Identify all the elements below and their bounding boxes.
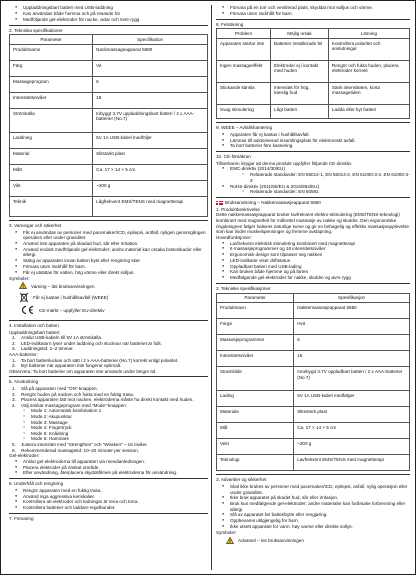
table-row	[217, 83, 410, 105]
table-row	[217, 391, 410, 407]
intro-section	[9, 4, 208, 26]
spec-section-no	[216, 284, 410, 475]
table-cell: Strømkilde	[217, 367, 294, 391]
table-cell: 5V 1A USB-kabel medföljer	[93, 132, 208, 148]
list-item: 6. Rekommenderad massagetid: 10–20 minuter per session.	[12, 447, 139, 453]
symbol-row	[19, 292, 208, 305]
list-item: ● Skal ikke brukes av personer med pacemaker/ICD, epilepsi, anfall, nylig operasjon eller under graviditet.	[230, 484, 410, 495]
table-row	[10, 164, 208, 180]
table-cell: 16	[294, 351, 410, 367]
table-cell: Materiale	[217, 407, 294, 423]
table-row	[217, 351, 410, 367]
weee-section	[216, 123, 410, 152]
table-cell: Ca. 17 × 14 × 5 cm	[93, 164, 208, 180]
table-row	[10, 76, 208, 92]
list-item: ● Ikke utsett apparatet for vann, høy varme eller direkte sollys.	[230, 524, 410, 530]
table-row	[217, 407, 410, 423]
list-item: ● Stäng av apparaten innan batteri byts eller rengöring sker.	[23, 258, 208, 264]
sub-list-item: ○ Relaterade standarder: EN 55014-1, EN 55014-2, EN 61000-3-2, EN 61000-3-3	[250, 172, 410, 183]
list-item: ● Placera elektroder på önskat område.	[23, 465, 208, 471]
table-cell: Inbyggt 3.7V uppladdningsbart batteri / 2 x AAA-batterier (No.7)	[93, 108, 208, 132]
table-cell: Nakkemassasjeapparat 5880	[294, 303, 410, 319]
table-cell: Lågt batteri	[271, 105, 329, 119]
list-item: ● Får ej utsättas för vatten, hög värme eller direkt solljus.	[23, 270, 208, 276]
list-item: ● Använd inga aggressiva kemikalier.	[23, 494, 208, 500]
warnings-section-no	[216, 475, 410, 548]
table-row	[217, 61, 410, 83]
section-title: 3. Advarsler og sikkerhet	[216, 477, 267, 483]
table-cell: Teknologi	[217, 455, 294, 471]
mode-item: ○ Mode 4: Fingertryck	[31, 425, 208, 431]
mode-item: ○ Mode 2: Akupunktur	[31, 414, 208, 420]
table-row	[10, 60, 208, 76]
warning-triangle-icon	[19, 282, 27, 291]
install-section-se	[9, 321, 208, 377]
table-cell: Intensitetsnivåer	[10, 92, 93, 108]
table-cell: Sänk intensiteten, korta massagetiden	[328, 83, 409, 105]
section-title: 10. CE-försäkran	[216, 154, 251, 160]
table-cell: Lading	[217, 391, 294, 407]
list-item: ● LED-indikator viser driftstatus	[230, 258, 410, 264]
table-cell: 16	[93, 92, 208, 108]
list-item: ● Kontrollera batterier och laddare regelbundet.	[23, 505, 208, 511]
sub-label: AAA-batterier:	[9, 352, 38, 358]
manual-heading: Bruksanvisning – Nakkemassasjeapparat 5880	[216, 200, 410, 206]
list-item: ● Ergonomisk design som tilpasser seg nakken	[230, 252, 410, 258]
table-header: Parameter	[217, 293, 294, 303]
section-title: 8. Felsökning	[216, 21, 244, 27]
table-row	[10, 180, 208, 196]
table-header: Problem	[217, 29, 271, 39]
table-cell: ~200 g	[294, 439, 410, 455]
symbol-label: Advarsel – les bruksanvisningen	[238, 538, 304, 544]
spec-table-no	[216, 293, 410, 472]
symbol-label: CE-märkt – uppfyller EU-direktiv	[39, 308, 105, 314]
sub-label: Uppladdningsbart batteri:	[9, 329, 61, 335]
table-cell: Nackmassageapparat 5880	[93, 44, 208, 60]
table-cell: Slitesterk plast	[294, 407, 410, 423]
list-item: ● Kontrollera att elektroder och ledningar är rena och torra.	[23, 499, 208, 505]
list-item: ● Använd endast medföljande gel-elektroder; andra material kan orsaka brännskador eller allergi.	[23, 247, 208, 258]
section-title: 1. Produktbeskrivelse	[216, 206, 260, 212]
table-cell: Produktnamn	[10, 44, 93, 60]
list-item: ● Efter användning, återplacera skyddsfilmen på elektroderna för användning.	[23, 470, 208, 476]
table-row	[217, 319, 410, 335]
list-item: 4. Välj önskat massageprogram med “Mode”-knappen:	[12, 402, 127, 408]
section-title: 3. Varningar och säkerhet	[9, 222, 62, 228]
table-cell: Stickande känsla	[217, 83, 271, 105]
table-cell: Rengör och fukta huden, placera elektroder korrekt	[328, 61, 409, 83]
table-cell: Laddning	[10, 132, 93, 148]
table-row	[10, 44, 208, 60]
mode-item: ○ Mode 3: Massage	[31, 420, 208, 426]
mode-item: ○ Mode 1: Automatisk kombination 1	[31, 408, 208, 414]
table-cell: Material	[10, 148, 93, 164]
list-item: ● Ikke bruk apparatet på skadet hud, sår eller irritasjon.	[230, 495, 410, 501]
list-item: ● Anslut gel-elektroderna till apparaten via mendianledningen.	[23, 459, 208, 465]
list-item: ● Medfølgende gel-elektroder for nakke, skuldre og øvre rygg	[230, 275, 410, 281]
list-item: 2. Byt batterier när apparaten inte fungerar optimalt.	[12, 363, 122, 369]
list-item: ● Lavfrekvent elektrisk stimulering kombinert med magnetterapi	[230, 241, 410, 247]
table-cell: Produktnavn	[217, 303, 294, 319]
table-cell: 6	[294, 335, 410, 351]
symbol-label: Varning – läs bruksanvisningen	[31, 283, 95, 289]
table-row	[10, 148, 208, 164]
list-item: ● Bruk kun medfølgende gel-elektroder; andre materialer kan forårsake forbrenning eller allergi.	[230, 501, 410, 512]
table-cell: Massageprogram	[10, 76, 93, 92]
spec-table	[9, 34, 208, 217]
ce-statement: Tillverkaren intygar att denna produkt uppfyller följande CE-direktiv	[216, 160, 352, 166]
section-title: 9. WEEE – Avfallshantering	[216, 125, 273, 131]
sub-label: Gel-elektroder:	[9, 453, 40, 459]
table-cell: Strömkälla	[10, 108, 93, 132]
table-row	[10, 196, 208, 216]
list-item: ● Rengör apparaten med en fuktig trasa.	[23, 488, 208, 494]
list-item: 2. LED-indikatorn lyser under laddning och slocknar när batteriet är fullt.	[12, 340, 162, 346]
table-cell: Ladda eller byt batteri	[328, 105, 409, 119]
mode-item: ○ Mode 6: Hammare	[31, 436, 208, 442]
norway-flag-icon	[216, 201, 223, 206]
symbol-row	[19, 282, 208, 291]
list-item: ● Använd inte apparaten på skadad hud, sår eller irritation.	[23, 241, 208, 247]
list-item: ● Kan brukes både hjemme og på farten	[230, 269, 410, 275]
ce-mark-icon	[19, 305, 35, 317]
list-item: ● Ta bort batterier före kassering.	[230, 143, 410, 149]
section-title: 6. Underhåll och rengöring	[9, 481, 64, 487]
list-item: ● Får ej användas av personer med pacemaker/ICD, epilepsi, antfall, nyligen genomgången operation eller under graviditet.	[23, 230, 208, 241]
list-item: 1. Ta bort batteriluckan och sätt i 2 x AAA-batterier (No.7) korrekt enligt polaritet.	[12, 357, 179, 363]
table-cell: Ingen massageeffekt	[217, 61, 271, 83]
list-item: ● Apparaten får ej kastas i hushållsavfall.	[230, 132, 410, 138]
table-cell: Vikt	[10, 180, 93, 196]
symbol-label: Får ej kastas i hushållsavfall (WEEE)	[33, 295, 109, 301]
table-cell: Farge	[217, 319, 294, 335]
list-item: ● Slå av apparatet før batteribytte eller rengjøring.	[230, 512, 410, 518]
list-item: ● Förvara utom räckhåll för barn.	[23, 264, 208, 270]
table-cell: Kontrollera polaritet och anslutningar	[328, 39, 409, 61]
table-cell: Intensitet för hög, känslig hud	[271, 83, 329, 105]
mode-item: ○ Mode 5: Knådning	[31, 431, 208, 437]
table-head-row	[10, 35, 208, 45]
list-item: ● Förvara på en torr och ventilerad plats, skyddat mot solljus och värme.	[230, 5, 410, 11]
table-cell: Svag stimulering	[217, 105, 271, 119]
storage-section-se	[9, 514, 208, 525]
symbols-label: Symboler:	[9, 275, 30, 281]
list-item: ● EMC-direktiv (2014/30/EU) ○ Relaterade standarder: EN 55014-1, EN 55014-2, EN 61000-3-2, EN 61000-3-3	[230, 166, 410, 183]
list-item: 1. Slå på apparaten med “ON”-knappen.	[12, 386, 98, 391]
table-cell: 6	[93, 76, 208, 92]
care-section-se	[9, 479, 208, 514]
table-row	[10, 108, 208, 132]
table-cell: 5V 1A USB-kabel medfølger	[294, 391, 410, 407]
note-text: Observera: Ta bort batterier om apparaten inte används under längre tid.	[9, 368, 157, 374]
left-column	[9, 4, 208, 571]
product-paragraph: Dette nakkemassasjeapparat bruker lavfrekvent elektro-stimulering (EMS/TENS-teknologi) kombinert med magnetfelt for målrettet massasje av nakke og skuldre. Den ergonomiske ringdesignen følger halsens naturlige kurve og gir en behagelig og effektiv massasjeopplevelse som kan lindre muskelspenninger og fremme avslapning.	[216, 212, 409, 235]
table-header: Spesifikasjon	[294, 293, 410, 303]
table-cell: Batterier installerade fel	[271, 39, 329, 61]
table-header: Specifikation	[93, 35, 208, 45]
ce-section	[216, 152, 410, 198]
section-title: 5. Användning	[9, 379, 39, 385]
column-divider	[211, 5, 212, 570]
section-title: 2. Tekniske spesifikasjoner	[216, 285, 271, 291]
table-cell: Intensitetsnivåer	[217, 351, 294, 367]
table-row	[217, 423, 410, 439]
table-cell: Mål	[217, 423, 294, 439]
section-title: 2. Tekniska specifikationer	[9, 27, 63, 33]
table-row	[217, 455, 410, 471]
list-item: 3. Placera apparaten tätt mot nacken, elektroderna måste ha direkt kontakt med huden.	[12, 397, 194, 403]
list-item: 2. Rengör huden på nacken och fukta med en fuktig trasa.	[12, 391, 135, 397]
table-cell: Slitstarkt plast	[93, 148, 208, 164]
table-row	[217, 367, 410, 391]
warnings-section-se	[9, 221, 208, 321]
table-cell: Massasjeprogrammer	[217, 335, 294, 351]
crossed-bin-icon	[19, 292, 29, 305]
table-head-row	[217, 293, 410, 303]
table-cell: Innebygd 3.7V oppladbart batteri / 2 x AAA-batterier (No.7)	[294, 367, 410, 391]
table-cell: Vekt	[217, 439, 294, 455]
table-row	[217, 335, 410, 351]
table-cell: Elektroder ej i kontakt med huden	[271, 61, 329, 83]
list-item: ● Uppladdningsbart batteri med USB-laddning	[23, 5, 208, 11]
list-item: ● Oppbevares utilgjengelig for barn.	[230, 518, 410, 524]
sub-label: Hovedfunksjoner:	[216, 234, 252, 240]
symbols-label: Symboler:	[216, 530, 237, 536]
table-header: Parameter	[10, 35, 93, 45]
list-item: ● RoHS-direktiv (2011/65/EU & 2015/863/EU) ○ Relaterade standarder: EN 50581	[230, 184, 410, 195]
table-cell: Apparaten startar inte	[217, 39, 271, 61]
list-item: 3. Laddningstid: 1–2 timmar.	[12, 346, 74, 352]
symbol-row	[226, 537, 410, 546]
table-cell: Vit	[93, 60, 208, 76]
table-cell: Mått	[10, 164, 93, 180]
trouble-section	[216, 20, 410, 123]
table-cell: Teknik	[10, 196, 93, 216]
table-row	[217, 303, 410, 319]
table-head-row	[217, 29, 410, 39]
list-item: 5. Justera intensitet med “Strengthen” och “Weaken” – 16 nivåer.	[12, 441, 148, 447]
list-item: ● Lämnas till auktoriserad insamlingsplats för elektroniskt avfall.	[230, 138, 410, 144]
norwegian-intro-section	[216, 198, 410, 284]
list-item: ● 6 massasjeprogrammer og 16 intensitetsnivåer	[230, 246, 410, 252]
section-title: 4. Installation och batteri	[9, 323, 59, 329]
table-cell: ~200 g	[93, 180, 208, 196]
right-column	[216, 4, 410, 571]
table-cell: Färg	[10, 60, 93, 76]
warning-triangle-icon	[226, 537, 234, 546]
symbol-row	[19, 305, 208, 317]
table-cell: Lavfrekvent EMS/TENS med magnetterapi	[294, 455, 410, 471]
sub-list-item: ○ Relaterade standarder: EN 50581	[250, 189, 410, 195]
list-item: ● Medföljande gel-elektroder för nacke, axlar och övre rygg	[23, 17, 208, 23]
table-cell: Ca. 17 × 14 × 5 cm	[294, 423, 410, 439]
spec-section-se	[9, 26, 208, 221]
list-item: ● Förvara utom räckhåll för barn.	[230, 11, 410, 17]
usage-section-se	[9, 377, 208, 479]
storage-continued	[216, 4, 410, 20]
table-row	[217, 439, 410, 455]
table-header: Lösning	[328, 29, 409, 39]
table-row	[10, 132, 208, 148]
list-item: 1. Anslut USB-kabeln till 5V 1A strömkälla.	[12, 335, 103, 341]
list-item: ● Kan användas både hemma och på resande fot	[23, 11, 208, 17]
table-row	[217, 39, 410, 61]
table-row	[217, 105, 410, 119]
list-item: ● Oppladbart batteri med USB-lading	[230, 264, 410, 270]
table-cell: Lågfrekvent EMS/TENS med magnetterapi	[93, 196, 208, 216]
table-cell: Hvit	[294, 319, 410, 335]
trouble-table	[216, 28, 410, 119]
section-title: 7. Förvaring	[9, 515, 34, 521]
table-row	[10, 92, 208, 108]
table-header: Möjlig orsak	[271, 29, 329, 39]
